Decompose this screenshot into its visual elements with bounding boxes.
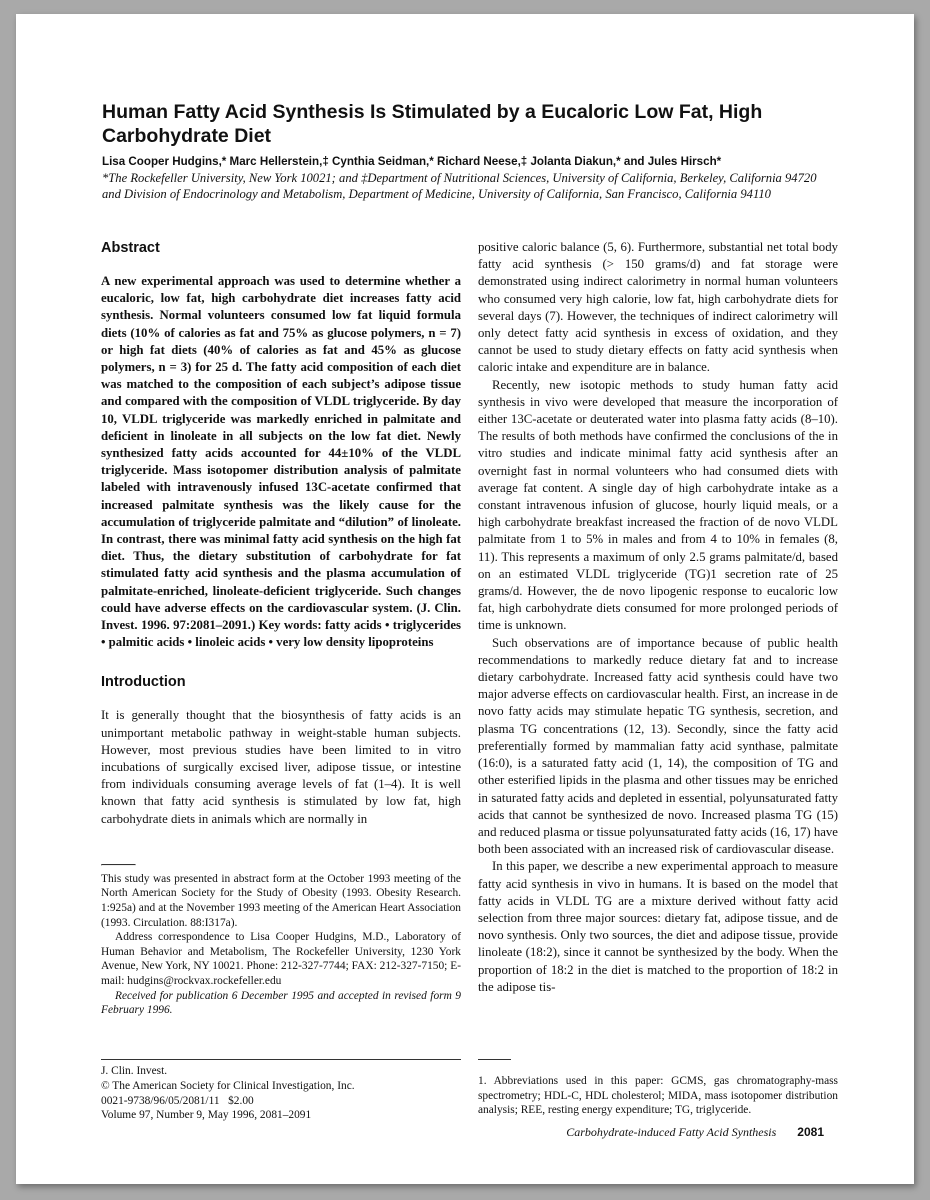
author-list: Lisa Cooper Hudgins,* Marc Hellerstein,‡ Cynthia Seidman,* Richard Neese,‡ Jolanta Diakun,* and Jules Hirsch* — [102, 155, 722, 168]
footnote-received: Received for publication 6 December 1995 and accepted in revised form 9 February 1996. — [101, 989, 461, 1017]
right-column — [478, 239, 838, 996]
body-paragraph: positive caloric balance (5, 6). Furthermore, substantial net total body fatty acid synthesis (> 150 grams/d) and fat storage were demonstrated using indirect calorimetry in normal human volunteers who consumed very high calorie, low fat, high carbohydrate diets for several days (7). However, the techniques of indirect calorimetry will only detect fatty acid synthesis in excess of oxidation, and they cannot be used to study dietary effects on fatty acid synthesis when caloric intake and expenditure are in balance. — [478, 240, 838, 375]
body-paragraph: In this paper, we describe a new experimental approach to measure fatty acid synthesis in vivo in humans. It is based on the model that fatty acids in VLDL TG are a mixture derived without fatty acid selection from three major sources: dietary fat, adipose tissue, and de novo synthesis. Only two sources, the diet and adipose tissue, provide linoleate (18:2), since it cannot be synthesized by the body. When the proportion of 18:2 in the diet is matched to the proportion of 18:2 in the adipose tis- — [478, 859, 838, 994]
affiliations: *The Rockefeller University, New York 10021; and ‡Department of Nutritional Sciences, University of California, Berkeley, California 94720 and Division of Endocrinology and Metabolism, Department of Medicine, University of California, San Francisco, California 94110 — [102, 171, 817, 201]
introduction-heading: Introduction — [101, 674, 186, 691]
journal-info-line: 0021-9738/96/05/2081/11 $2.00 — [101, 1094, 254, 1107]
footnote-correspondence: Address correspondence to Lisa Cooper Hudgins, M.D., Laboratory of Human Behavior and Metabolism, The Rockefeller University, 1230 York Avenue, New York, NY 10021. Phone: 212-327-7744; FAX: 212-327-7150; E-mail: hudgins@rockvax.rockefeller.edu — [101, 931, 461, 988]
body-paragraph: Recently, new isotopic methods to study human fatty acid synthesis in vivo were developed that measure the incorporation of either 13C-acetate or deuterated water into plasma fatty acids (8–10). The results of both methods have confirmed the conclusions of the in vitro studies and indicate minimal fatty acid synthesis after an overnight fast in normal volunteers who had consumed diets with average fat content. A single day of high carbohydrate intake as a constant intravenous infusion of glucose, hourly liquid meals, or a high carbohydrate breakfast increased the fraction of de novo VLDL palmitate from 1 to 5% in males and from 4 to 10% in females (8, 11). This represents a maximum of only 2.5 grams palmitate/d, based on an estimated VLDL triglyceride (TG)1 secretion rate of 25 grams/d. However, the de novo lipogenic response to eucaloric low fat, high carbohydrate diets consumed for more prolonged periods of time is unknown. — [478, 377, 838, 633]
journal-info-line: J. Clin. Invest. — [101, 1065, 168, 1077]
abbreviations-rule — [478, 1059, 511, 1060]
page-number: 2081 — [797, 1125, 824, 1139]
introduction-paragraph: It is generally thought that the biosynthesis of fatty acids is an unimportant metabolic pathway in weight-stable human subjects. However, most previous studies have been limited to in vitro incubations of surgically excised liver, adipose tissue, or intestine from individuals consuming average levels of fat (1–4). It is well known that fatty acid synthesis is stimulated by low fat, high carbohydrate diets in animals which are normally in — [101, 708, 461, 826]
left-column — [101, 239, 461, 1018]
abbreviations-footnote: 1. Abbreviations used in this paper: GCMS, gas chromatography-mass spectrometry; HDL-C, HDL cholesterol; MIDA, mass isotopomer distribution analysis; REE, resting energy expenditure; TG, triglyceride. — [478, 1075, 838, 1117]
page-sheet — [16, 14, 914, 1184]
running-footer — [566, 1124, 824, 1140]
journal-info-line: Volume 97, Number 9, May 1996, 2081–2091 — [101, 1109, 312, 1122]
journal-info-rule — [101, 1059, 461, 1060]
body-paragraph: Such observations are of importance because of public health recommendations to markedly reduce dietary fat and to increase dietary carbohydrate. Increased fatty acid synthesis could have two major adverse effects on cardiovascular health. First, an increase in de novo fatty acids may stimulate hepatic TG synthesis, secretion, and plasma TG concentrations (12, 13). Secondly, since the fatty acid preferentially formed by mammalian fatty acid synthase, palmitate (16:0), is a saturated fatty acid (1, 14), the composition of TG and other esterified lipids in the plasma and other tissues may be enriched in saturated fatty acids and depleted in essential, polyunsaturated fatty acids that cannot be synthesized de novo. Increased plasma TG (15) and reduced plasma or tissue polyunsaturated fatty acids (16, 17) have both been associated with an increased risk of cardiovascular disease. — [478, 635, 838, 857]
footnote-presentation: This study was presented in abstract form at the October 1993 meeting of the North American Society for the Study of Obesity (1993. Obesity Research. 1:925a) and at the November 1993 meeting of the American Heart Association (1993. Circulation. 88:I317a). — [101, 872, 461, 929]
paper-title: Human Fatty Acid Synthesis Is Stimulated by a Eucaloric Low Fat, High Carbohydrate Diet — [102, 101, 763, 147]
abstract-heading: Abstract — [101, 240, 160, 256]
journal-info-line: © The American Society for Clinical Investigation, Inc. — [101, 1079, 355, 1092]
running-title: Carbohydrate-induced Fatty Acid Synthesis — [566, 1125, 777, 1139]
journal-info — [101, 1064, 461, 1123]
abstract-text: A new experimental approach was used to determine whether a eucaloric, low fat, high carbohydrate diet increases fatty acid synthesis. Normal volunteers consumed low fat liquid formula diets (10% of calories as fat and 75% as glucose polymers, n = 7) or high fat diets (40% of calories as fat and 45% as glucose polymers, n = 3) for 25 d. The fatty acid composition of each diet was matched to the composition of each subject’s adipose tissue and compared with the composition of VLDL triglyceride. By day 10, VLDL triglyceride was markedly enriched in palmitate and deficient in linoleate in all subjects on the low fat diet. Newly synthesized fatty acids accounted for 44±10% of the VLDL triglyceride. Mass isotopomer distribution analysis of palmitate labeled with intravenously infused 13C-acetate confirmed that increased palmitate synthesis was the likely cause for the accumulation of triglyceride palmitate and “dilution” of linoleate. In contrast, there was minimal fatty acid synthesis on the high fat diet. Thus, the dietary substitution of carbohydrate for fat stimulated fatty acid synthesis and the plasma accumulation of palmitate-enriched, linoleate-deficient triglyceride. Such changes could have adverse effects on the cardiovascular system. (J. Clin. Invest. 1996. 97:2081–2091.) Key words: fatty acids • triglycerides • palmitic acids • linoleic acids • very low density lipoproteins — [101, 274, 461, 650]
